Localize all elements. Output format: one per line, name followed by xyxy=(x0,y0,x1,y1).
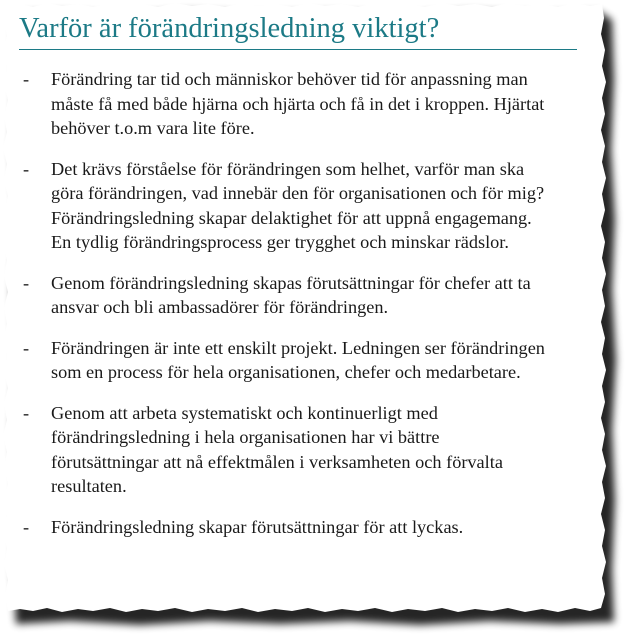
bullet-dash: - xyxy=(23,337,30,358)
list-item xyxy=(19,515,589,540)
bullet-dash: - xyxy=(23,272,30,293)
list-item-text: Förändring tar tid och människor behöver tid för anpassning man måste få med både hjärna och hjärta och få in det i kroppen. Hjärtat behöver t.o.m vara lite före. xyxy=(51,69,545,138)
list-item xyxy=(19,157,589,255)
slide-content xyxy=(19,0,589,555)
list-item xyxy=(19,336,589,385)
bullet-dash: - xyxy=(23,69,30,89)
slide-title: Varför är förändringsledning viktigt? xyxy=(19,13,440,44)
bullet-list xyxy=(19,67,589,539)
bullet-dash: - xyxy=(23,402,30,423)
list-item-text: Förändringen är inte ett enskilt projekt. Ledningen ser förändringen som en process för hela organisationen, chefer och medarbetare. xyxy=(51,337,545,382)
list-item xyxy=(19,271,589,320)
list-item-text: Förändringsledning skapar förutsättningar för att lyckas. xyxy=(51,516,464,537)
title-underline xyxy=(19,49,577,50)
list-item xyxy=(19,401,589,499)
bullet-dash: - xyxy=(23,158,30,179)
list-item-text: Det krävs förståelse för förändringen som helhet, varför man ska göra förändringen, vad innebär den för organisationen och för mig? Förändringsledning skapar delaktighet för att uppnå engagemang. En tydlig förändringsprocess ger trygghet och minskar rädslor. xyxy=(51,158,545,252)
list-item-text: Genom förändringsledning skapas förutsättningar för chefer att ta ansvar och bli ambassadörer för förändringen. xyxy=(51,272,531,317)
list-item-text: Genom att arbeta systematiskt och kontinuerligt med förändringsledning i hela organisationen har vi bättre förutsättningar att nå effektmålen i verksamheten och förvalta resultaten. xyxy=(51,402,503,496)
bullet-dash: - xyxy=(23,516,30,537)
list-item xyxy=(19,67,589,141)
